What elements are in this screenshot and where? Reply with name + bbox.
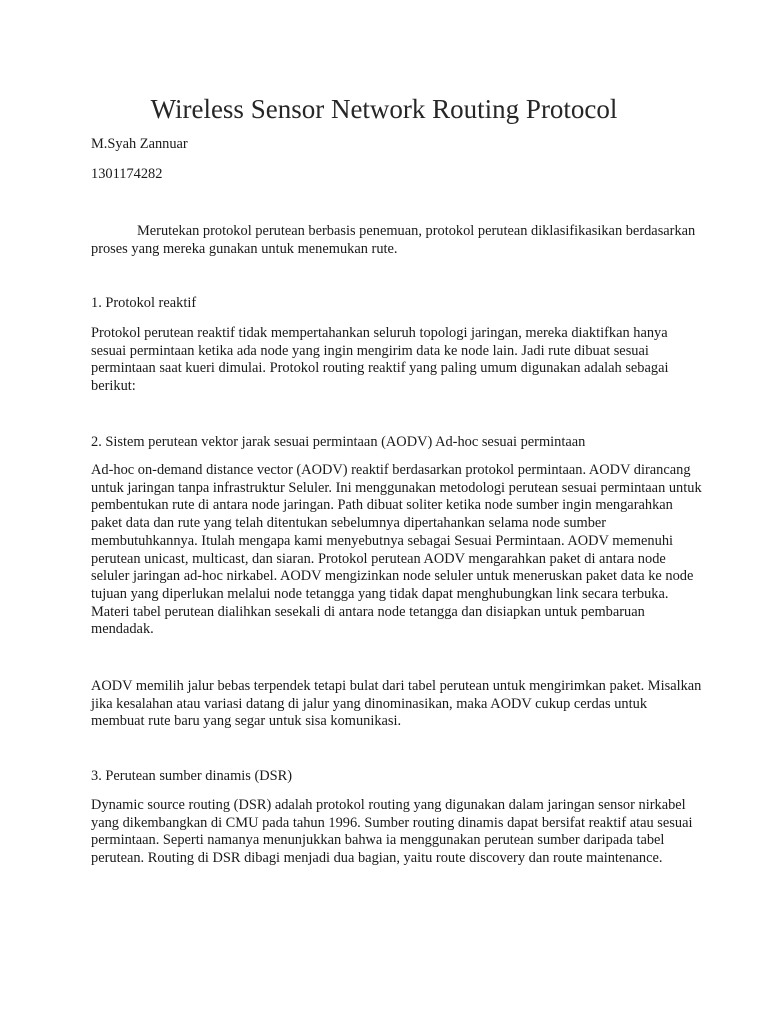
dsr-paragraph <box>91 797 691 868</box>
text-line: untuk jaringan tanpa infrastruktur Seluler. Ini menggunakan metodologi perutean sesuai permintaan untuk <box>91 479 702 496</box>
heading-text: 1. Protokol reaktif <box>91 295 197 311</box>
text-line: sesuai permintaan ketika ada node yang ingin mengirim data ke node lain. Jadi rute dibuat sesuai <box>91 342 649 359</box>
heading-text: 2. Sistem perutean vektor jarak sesuai permintaan (AODV) Ad-hoc sesuai permintaan <box>91 434 586 450</box>
text-line: Materi tabel perutean dialihkan sesekali di antara node tetangga dan disiapkan untuk pembaruan <box>91 603 645 620</box>
text-line: Dynamic source routing (DSR) adalah protokol routing yang digunakan dalam jaringan sensor nirkabel <box>91 797 686 813</box>
text-line: berikut: <box>91 378 136 395</box>
student-id: 1301174282 <box>91 166 163 182</box>
text-line: membuat rute baru yang segar untuk sisa komunikasi. <box>91 713 402 730</box>
text-line: Ad-hoc on-demand distance vector (AODV) reaktif berdasarkan protokol permintaan. AODV dirancang <box>91 462 691 478</box>
reactive-paragraph <box>91 325 691 396</box>
text-line: mendadak. <box>91 621 154 638</box>
author-name: M.Syah Zannuar <box>91 136 188 152</box>
section-heading-dsr <box>91 768 691 786</box>
text-line: tujuan yang diperlukan melalui node tetangga yang tidak dapat menghubungkan link secara terbuka. <box>91 585 669 602</box>
document-title: Wireless Sensor Network Routing Protocol <box>150 94 618 124</box>
text-line: permintaan. Seperti namanya menunjukkan bahwa ia menggunakan perutean sumber daripada tabel <box>91 832 665 849</box>
intro-paragraph <box>91 223 696 258</box>
section-heading-aodv <box>91 434 691 452</box>
text-line: Merutekan protokol perutean berbasis penemuan, protokol perutean diklasifikasikan berdasarkan <box>137 223 696 239</box>
aodv-path-paragraph <box>91 678 702 731</box>
section-heading-reactive <box>91 295 691 313</box>
text-line: permintaan saat kueri dimulai. Protokol routing reaktif yang paling umum digunakan adalah sebagai <box>91 360 669 377</box>
heading-text: 3. Perutean sumber dinamis (DSR) <box>91 768 293 784</box>
text-line: perutean unicast, multicast, dan siaran. Protokol perutean AODV mengarahkan paket di antara node <box>91 550 666 567</box>
text-line: paket data dan rute yang telah ditentukan sebelumnya dipertahankan selama node sumber <box>91 515 607 532</box>
text-line: perutean. Routing di DSR dibagi menjadi dua bagian, yaitu route discovery dan route maintenance. <box>91 850 663 867</box>
text-line: yang dikembangkan di CMU pada tahun 1996. Sumber routing dinamis dapat bersifat reaktif atau sesuai <box>91 814 693 831</box>
text-line: seluler jaringan ad-hoc nirkabel. AODV mengizinkan node seluler untuk meneruskan paket data ke node <box>91 568 694 585</box>
text-line: membutuhkannya. Itulah mengapa kami menyebutnya sebagai Sesuai Permintaan. AODV memenuhi <box>91 532 674 549</box>
aodv-paragraph <box>91 462 702 639</box>
text-line: jika kesalahan atau variasi datang di jalur yang dinominasikan, maka AODV cukup cerdas untuk <box>91 695 648 712</box>
text-line: AODV memilih jalur bebas terpendek tetapi bulat dari tabel perutean untuk mengirimkan paket. Misalkan <box>91 678 702 694</box>
text-line: pembentukan rute di antara node jaringan. Path dibuat soliter ketika node sumber ingin mengarahkan <box>91 497 673 514</box>
text-line: Protokol perutean reaktif tidak mempertahankan seluruh topologi jaringan, mereka diaktifkan hanya <box>91 325 668 341</box>
text-line: proses yang mereka gunakan untuk menemukan rute. <box>91 240 398 257</box>
